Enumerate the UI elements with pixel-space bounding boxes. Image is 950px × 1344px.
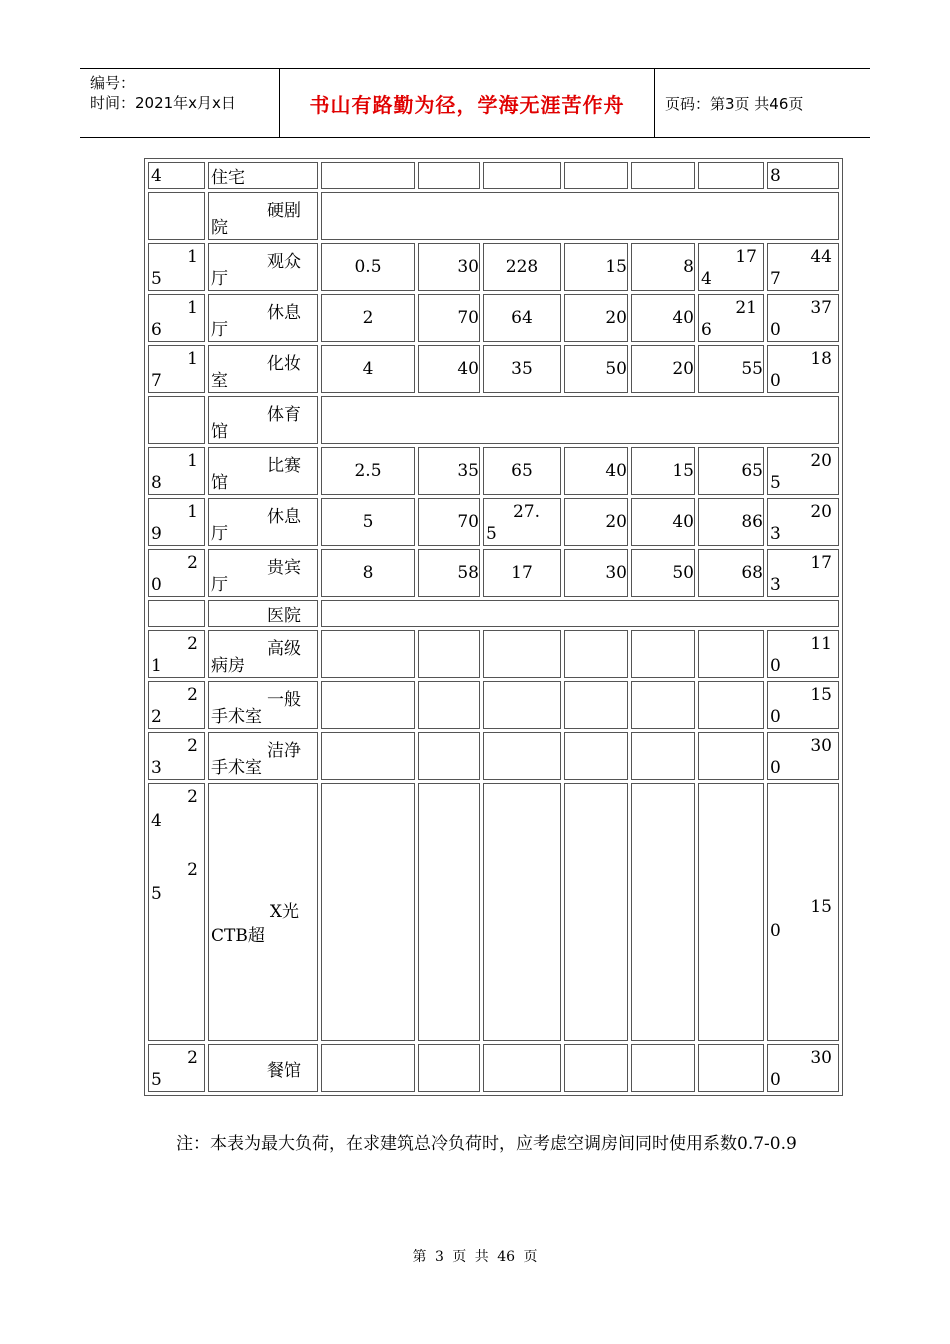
cell-value: 8 <box>321 549 415 597</box>
room-name: 馆 <box>211 473 228 493</box>
row-number: 9 <box>151 524 162 544</box>
cell-value: 15 <box>631 447 695 495</box>
cell-value: 70 <box>418 294 480 342</box>
cell-value: 11 <box>810 634 832 654</box>
group-label: 医院 <box>208 600 318 627</box>
row-number: 0 <box>151 575 162 595</box>
room-name: 厅 <box>211 269 228 289</box>
cell-value: 35 <box>483 345 561 393</box>
row-number: 1 <box>151 656 162 676</box>
cell-value: 228 <box>483 243 561 291</box>
row-number: 5 <box>151 269 162 289</box>
table-group-row <box>148 192 839 240</box>
cell-value: 17 <box>483 549 561 597</box>
table-note: 注：本表为最大负荷，在求建筑总冷负荷时，应考虑空调房间同时使用系数0.7-0.9 <box>176 1134 797 1154</box>
page-footer: 第 3 页 共 46 页 <box>412 1249 538 1265</box>
cell-value: 30 <box>810 736 832 756</box>
table-row <box>148 345 839 393</box>
header-page-info: 页码：第3页 共46页 <box>665 94 804 113</box>
cell-value: 6 <box>701 320 712 340</box>
cell-value: 40 <box>631 498 695 546</box>
cell-value: 27. <box>512 502 540 522</box>
cell-value: 20 <box>631 345 695 393</box>
group-label: 院 <box>211 218 228 238</box>
cooling-load-table <box>144 158 843 1096</box>
row-number: 1 <box>187 298 198 318</box>
cell-value: 68 <box>698 549 764 597</box>
cell-value: 65 <box>698 447 764 495</box>
header-motto: 书山有路勤为径，学海无涯苦作舟 <box>280 69 655 137</box>
table-row <box>148 783 839 1041</box>
room-name: 手术室 <box>211 707 262 727</box>
table-row <box>148 732 839 780</box>
cell-value: 70 <box>418 498 480 546</box>
row-number: 2 <box>187 787 198 807</box>
row-number: 1 <box>187 247 198 267</box>
table-group-row <box>148 396 839 444</box>
row-number: 3 <box>151 758 162 778</box>
cell-value: 15 <box>810 685 832 705</box>
cell-value: 0 <box>770 1070 781 1090</box>
cell-value: 40 <box>631 294 695 342</box>
cell-value: 15 <box>564 243 628 291</box>
cell-value: 5 <box>321 498 415 546</box>
cell-value: 7 <box>770 269 781 289</box>
row-number: 5 <box>151 884 162 904</box>
row-number: 2 <box>187 736 198 756</box>
row-number: 1 <box>187 451 198 471</box>
cell-value: 30 <box>810 1048 832 1068</box>
room-name: 休息 <box>267 507 301 527</box>
cell-value: 3 <box>770 524 781 544</box>
row-number: 4 <box>151 811 162 831</box>
room-name: 比赛 <box>267 456 301 476</box>
cell-value: 44 <box>810 247 832 267</box>
cell-value: 0 <box>770 707 781 727</box>
cell-value: 0.5 <box>321 243 415 291</box>
table-row <box>148 162 839 189</box>
header-left <box>80 69 280 137</box>
cell-value: 20 <box>564 498 628 546</box>
table-row <box>148 549 839 597</box>
cell-value: 18 <box>810 349 832 369</box>
cell-value: 0 <box>770 656 781 676</box>
table-row <box>148 447 839 495</box>
room-name: CTB超 <box>211 926 265 946</box>
room-name: 餐馆 <box>208 1044 318 1092</box>
row-number: 2 <box>187 634 198 654</box>
room-name: 住宅 <box>211 168 245 188</box>
table-group-row <box>148 600 839 627</box>
room-name: 化妆 <box>267 354 301 374</box>
row-number: 4 <box>151 165 162 186</box>
cell-value: 58 <box>418 549 480 597</box>
row-number: 1 <box>187 349 198 369</box>
cell-value: 3 <box>770 575 781 595</box>
row-number: 2 <box>151 707 162 727</box>
cell-value: 2 <box>321 294 415 342</box>
room-name: 室 <box>211 371 228 391</box>
row-number: 2 <box>187 553 198 573</box>
table-row <box>148 243 839 291</box>
cell-value: 86 <box>698 498 764 546</box>
cell-value: 50 <box>564 345 628 393</box>
cell-value: 15 <box>810 897 832 917</box>
cell-value: 4 <box>321 345 415 393</box>
cell-value: 0 <box>770 921 781 941</box>
cell-value: 64 <box>483 294 561 342</box>
cell-value: 65 <box>483 447 561 495</box>
cell-value: 8 <box>770 165 781 186</box>
cell-value: 30 <box>564 549 628 597</box>
room-name: 厅 <box>211 524 228 544</box>
table-row <box>148 630 839 678</box>
group-label: 硬剧 <box>267 201 301 221</box>
row-number: 1 <box>187 502 198 522</box>
room-name: 厅 <box>211 575 228 595</box>
cell-value: 17 <box>810 553 832 573</box>
row-number: 5 <box>151 1070 162 1090</box>
room-name: 病房 <box>211 656 245 676</box>
cell-value: 20 <box>564 294 628 342</box>
cell-value: 0 <box>770 320 781 340</box>
cell-value: 40 <box>418 345 480 393</box>
cell-value: 5 <box>770 473 781 493</box>
cell-value: 37 <box>810 298 832 318</box>
row-number: 2 <box>187 860 198 880</box>
table-row <box>148 1044 839 1092</box>
room-name: 一般 <box>267 690 301 710</box>
room-name: 休息 <box>267 303 301 323</box>
room-name: 手术室 <box>211 758 262 778</box>
group-label: 体育 <box>267 405 301 425</box>
room-name: X光 <box>269 902 299 922</box>
room-name: 厅 <box>211 320 228 340</box>
room-name: 洁净 <box>267 741 301 761</box>
row-number: 6 <box>151 320 162 340</box>
cell-value: 5 <box>486 524 497 544</box>
room-name: 贵宾 <box>267 558 301 578</box>
number-label: 编号： <box>90 74 136 92</box>
room-name: 观众 <box>267 252 301 272</box>
cell-value: 8 <box>631 243 695 291</box>
cell-value: 17 <box>735 247 757 267</box>
cell-value: 4 <box>701 269 712 289</box>
group-label: 馆 <box>211 422 228 442</box>
cell-value: 21 <box>735 298 757 318</box>
room-name: 高级 <box>267 639 301 659</box>
cell-value: 0 <box>770 758 781 778</box>
cell-value: 0 <box>770 371 781 391</box>
cell-value: 40 <box>564 447 628 495</box>
cell-value: 35 <box>418 447 480 495</box>
cell-value: 2.5 <box>321 447 415 495</box>
cell-value: 20 <box>810 502 832 522</box>
table-row <box>148 681 839 729</box>
table-row <box>148 294 839 342</box>
page-header <box>80 68 870 138</box>
row-number: 2 <box>187 685 198 705</box>
time-label: 时间：2021年x月x日 <box>90 94 236 112</box>
table-row <box>148 498 839 546</box>
cell-value: 30 <box>418 243 480 291</box>
cell-value: 50 <box>631 549 695 597</box>
row-number: 2 <box>187 1048 198 1068</box>
cell-value: 20 <box>810 451 832 471</box>
cell-value: 55 <box>698 345 764 393</box>
row-number: 7 <box>151 371 162 391</box>
row-number: 8 <box>151 473 162 493</box>
